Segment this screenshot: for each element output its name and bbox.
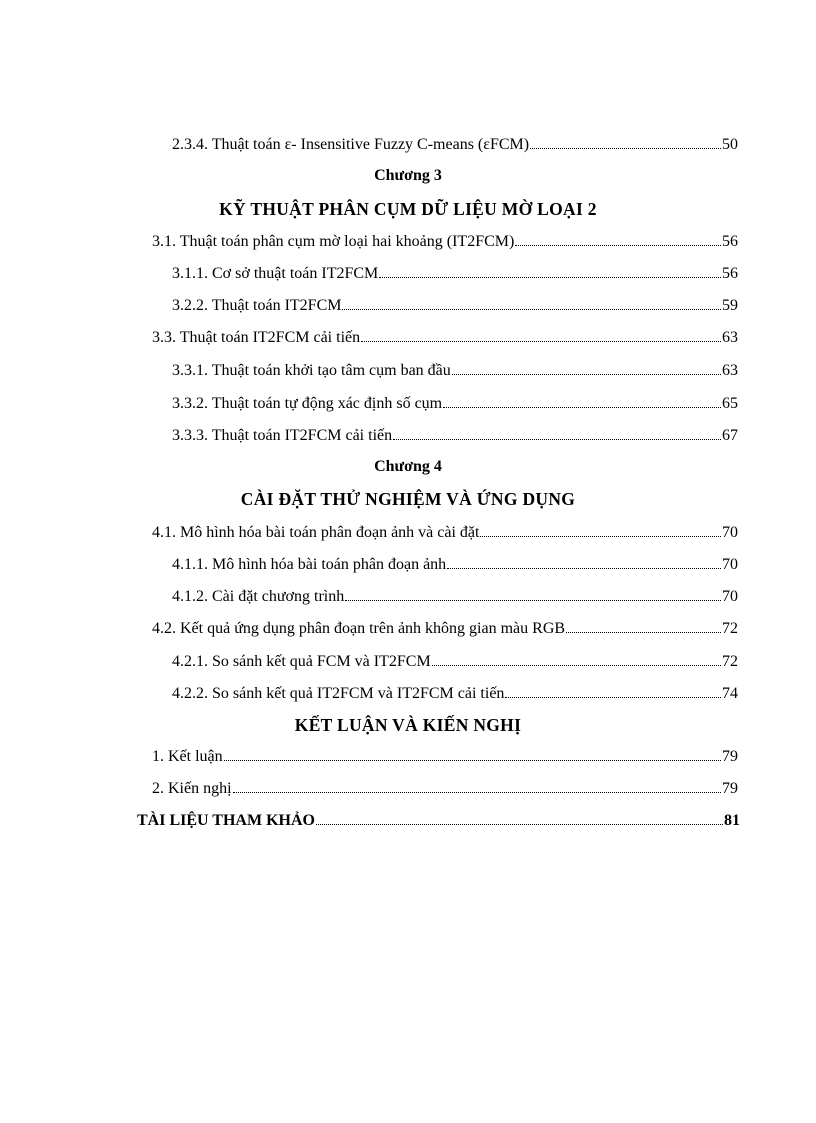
toc-leader-dots bbox=[505, 683, 721, 698]
toc-entry-4-2-1[interactable] bbox=[172, 651, 738, 672]
toc-entry-title: 3.1.1. Cơ sở thuật toán IT2FCM bbox=[172, 265, 379, 282]
toc-entry-3-3-1[interactable] bbox=[172, 360, 738, 381]
toc-entry-3-1-1[interactable] bbox=[172, 263, 738, 284]
toc-entry-title: 1. Kết luận bbox=[152, 748, 223, 765]
toc-entry-2-3-4[interactable] bbox=[172, 134, 738, 155]
toc-entry-page: 56 bbox=[722, 233, 738, 250]
toc-entry-title: 4.1.2. Cài đặt chương trình bbox=[172, 588, 345, 605]
toc-entry-title: 3.3.3. Thuật toán IT2FCM cải tiến bbox=[172, 427, 393, 444]
toc-entry-4-1[interactable] bbox=[152, 522, 738, 543]
toc-entry-3-1[interactable] bbox=[152, 231, 738, 252]
toc-entry-page: 59 bbox=[722, 297, 738, 314]
toc-entry-page: 70 bbox=[722, 556, 738, 573]
toc-entry-title: 3.3.2. Thuật toán tự động xác định số cụm bbox=[172, 395, 443, 412]
toc-leader-dots bbox=[361, 327, 721, 342]
chapter-3-label: Chương 3 bbox=[374, 167, 442, 184]
toc-entry-title: 4.2.2. So sánh kết quả IT2FCM và IT2FCM cải tiến bbox=[172, 685, 505, 702]
toc-entry-page: 72 bbox=[722, 653, 738, 670]
toc-entry-title: 4.2. Kết quả ứng dụng phân đoạn trên ảnh không gian màu RGB bbox=[152, 620, 566, 637]
toc-leader-dots bbox=[233, 778, 721, 793]
toc-leader-dots bbox=[316, 810, 723, 825]
toc-entry-title: 3.2.2. Thuật toán IT2FCM bbox=[172, 297, 342, 314]
toc-entry-conclusion[interactable] bbox=[152, 746, 738, 767]
toc-entry-3-3-3[interactable] bbox=[172, 425, 738, 446]
toc-entry-recommendation[interactable] bbox=[152, 778, 738, 799]
toc-entry-title: TÀI LIỆU THAM KHẢO bbox=[137, 812, 315, 829]
toc-entry-4-1-2[interactable] bbox=[172, 586, 738, 607]
toc-entry-title: 3.1. Thuật toán phân cụm mờ loại hai khoảng (IT2FCM) bbox=[152, 233, 515, 250]
toc-entry-page: 74 bbox=[722, 685, 738, 702]
toc-entry-page: 70 bbox=[722, 524, 738, 541]
toc-entry-title: 2. Kiến nghị bbox=[152, 780, 232, 797]
toc-entry-references[interactable] bbox=[137, 810, 740, 831]
toc-entry-title: 4.1. Mô hình hóa bài toán phân đoạn ảnh và cài đặt bbox=[152, 524, 480, 541]
toc-entry-page: 79 bbox=[722, 780, 738, 797]
toc-entry-title: 4.1.1. Mô hình hóa bài toán phân đoạn ảnh bbox=[172, 556, 447, 573]
toc-leader-dots bbox=[566, 618, 721, 633]
toc-leader-dots bbox=[515, 231, 721, 246]
toc-leader-dots bbox=[432, 651, 721, 666]
toc-leader-dots bbox=[447, 554, 721, 569]
toc-entry-title: 2.3.4. Thuật toán ε- Insensitive Fuzzy C-means (εFCM) bbox=[172, 136, 530, 153]
conclusion-title: KẾT LUẬN VÀ KIẾN NGHỊ bbox=[294, 715, 522, 735]
toc-entry-3-3-2[interactable] bbox=[172, 393, 738, 414]
toc-entry-page: 63 bbox=[722, 329, 738, 346]
toc-entry-title: 3.3.1. Thuật toán khởi tạo tâm cụm ban đầu bbox=[172, 362, 451, 379]
toc-entry-page: 72 bbox=[722, 620, 738, 637]
toc-entry-title: 3.3. Thuật toán IT2FCM cải tiến bbox=[152, 329, 361, 346]
toc-entry-page: 56 bbox=[722, 265, 738, 282]
toc-entry-page: 70 bbox=[722, 588, 738, 605]
toc-leader-dots bbox=[443, 393, 721, 408]
toc-leader-dots bbox=[379, 263, 721, 278]
chapter-4-label: Chương 4 bbox=[374, 458, 442, 475]
toc-entry-page: 79 bbox=[722, 748, 738, 765]
toc-entry-4-2[interactable] bbox=[152, 618, 738, 639]
toc-entry-page: 50 bbox=[722, 136, 738, 153]
toc-leader-dots bbox=[224, 746, 721, 761]
toc-entry-3-2-2[interactable] bbox=[172, 295, 738, 316]
toc-entry-title: 4.2.1. So sánh kết quả FCM và IT2FCM bbox=[172, 653, 431, 670]
toc-entry-page: 81 bbox=[724, 812, 740, 829]
toc-leader-dots bbox=[530, 134, 721, 149]
toc-entry-page: 65 bbox=[722, 395, 738, 412]
toc-leader-dots bbox=[345, 586, 721, 601]
toc-leader-dots bbox=[342, 295, 721, 310]
toc-entry-3-3[interactable] bbox=[152, 327, 738, 348]
chapter-4-title: CÀI ĐẶT THỬ NGHIỆM VÀ ỨNG DỤNG bbox=[240, 489, 576, 509]
toc-leader-dots bbox=[452, 360, 721, 375]
toc-entry-page: 63 bbox=[722, 362, 738, 379]
toc-entry-page: 67 bbox=[722, 427, 738, 444]
toc-leader-dots bbox=[480, 522, 721, 537]
toc-entry-4-2-2[interactable] bbox=[172, 683, 738, 704]
toc-leader-dots bbox=[393, 425, 721, 440]
toc-entry-4-1-1[interactable] bbox=[172, 554, 738, 575]
chapter-3-title: KỸ THUẬT PHÂN CỤM DỮ LIỆU MỜ LOẠI 2 bbox=[219, 199, 597, 219]
